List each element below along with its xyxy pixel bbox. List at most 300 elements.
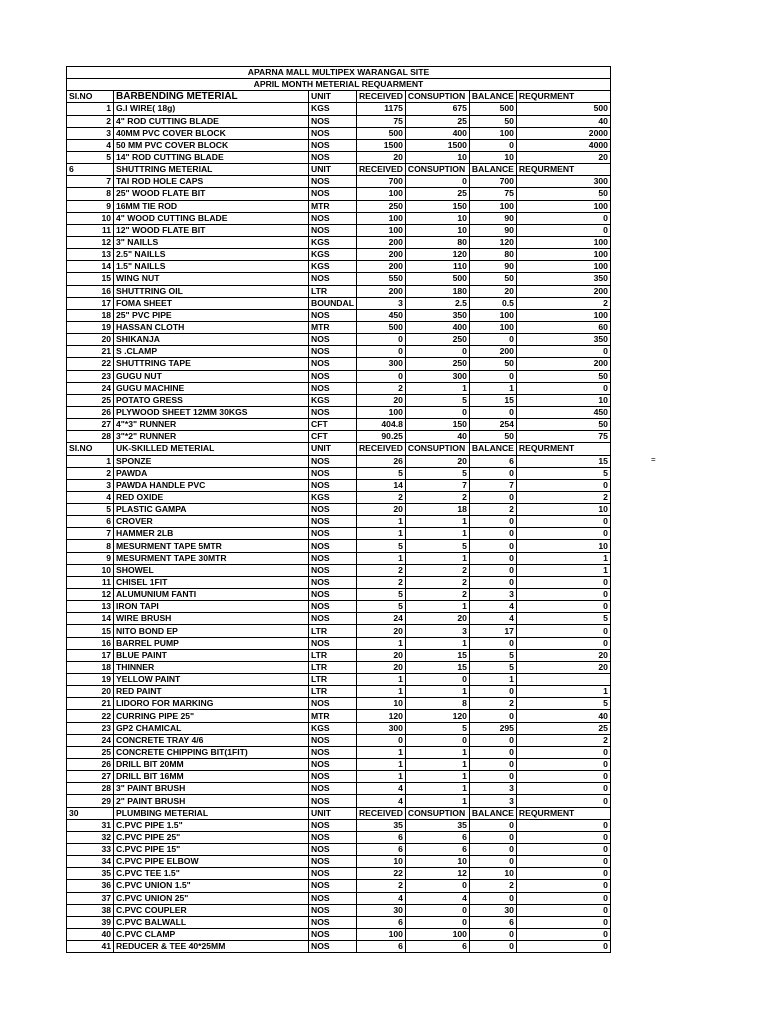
item-unit: LTR [309,649,357,661]
item-consumption: 5 [405,394,469,406]
item-received: 20 [356,649,405,661]
item-received: 20 [356,151,405,163]
section-name: PLUMBING METERIAL [114,807,309,819]
table-row [67,382,611,394]
item-number: 20 [67,686,114,698]
item-balance: 1 [469,674,516,686]
item-name: THINNER [114,661,309,673]
item-received: 100 [356,188,405,200]
item-requirement: 0 [516,528,610,540]
item-name: 4" ROD CUTTING BLADE [114,115,309,127]
item-number: 17 [67,297,114,309]
item-received: 1 [356,674,405,686]
item-name: C.PVC COUPLER [114,904,309,916]
item-received: 5 [356,601,405,613]
item-received: 5 [356,540,405,552]
item-number: 25 [67,394,114,406]
table-row [67,916,611,928]
item-balance: 7 [469,479,516,491]
column-header: UNIT [309,807,357,819]
item-name: S .CLAMP [114,346,309,358]
item-unit: NOS [309,382,357,394]
item-balance: 50 [469,115,516,127]
item-unit: NOS [309,904,357,916]
item-number: 33 [67,844,114,856]
item-number: 20 [67,334,114,346]
item-consumption: 100 [405,928,469,940]
item-received: 404.8 [356,419,405,431]
item-received: 0 [356,334,405,346]
item-name: ALUMUNIUM FANTI [114,589,309,601]
item-name: C.PVC UNION 25" [114,892,309,904]
item-name: 3"*2" RUNNER [114,431,309,443]
item-balance: 0 [469,928,516,940]
item-received: 26 [356,455,405,467]
column-header: CONSUPTION [405,443,469,455]
item-consumption: 20 [405,613,469,625]
item-requirement: 50 [516,419,610,431]
table-row [67,212,611,224]
item-number: 31 [67,819,114,831]
item-unit: KGS [309,394,357,406]
item-balance: 0 [469,564,516,576]
item-balance: 2 [469,880,516,892]
item-consumption: 6 [405,844,469,856]
item-requirement: 0 [516,783,610,795]
item-unit: NOS [309,358,357,370]
table-row [67,698,611,710]
table-row [67,127,611,139]
item-received: 200 [356,236,405,248]
table-row [67,103,611,115]
item-unit: NOS [309,115,357,127]
item-requirement: 0 [516,637,610,649]
item-name: C.PVC BALWALL [114,916,309,928]
item-name: 3" NAILLS [114,236,309,248]
column-header: RECEIVED [356,91,405,103]
item-consumption: 0 [405,904,469,916]
item-requirement: 25 [516,722,610,734]
item-consumption: 0 [405,734,469,746]
table-row [67,540,611,552]
item-received: 20 [356,625,405,637]
item-unit: MTR [309,321,357,333]
column-header: BALANCE [469,91,516,103]
item-consumption: 150 [405,419,469,431]
column-header: REQURMENT [516,91,610,103]
item-requirement: 2 [516,297,610,309]
table-row [67,516,611,528]
item-balance: 0 [469,528,516,540]
item-balance: 6 [469,455,516,467]
item-unit: NOS [309,479,357,491]
column-header: CONSUPTION [405,91,469,103]
item-requirement: 100 [516,261,610,273]
item-unit: NOS [309,698,357,710]
item-number: 34 [67,856,114,868]
item-received: 550 [356,273,405,285]
table-row [67,649,611,661]
section-header-row [67,91,611,103]
item-balance: 0 [469,540,516,552]
item-received: 10 [356,698,405,710]
item-requirement: 0 [516,746,610,758]
item-requirement: 0 [516,844,610,856]
item-unit: NOS [309,868,357,880]
table-row [67,746,611,758]
item-number: 27 [67,771,114,783]
item-unit: NOS [309,928,357,940]
item-consumption: 0 [405,346,469,358]
item-balance: 0 [469,467,516,479]
item-consumption: 15 [405,649,469,661]
item-consumption: 120 [405,249,469,261]
item-consumption: 25 [405,188,469,200]
table-row [67,176,611,188]
item-name: CHISEL 1FIT [114,576,309,588]
item-requirement: 0 [516,795,610,807]
item-requirement: 4000 [516,139,610,151]
section-header-row [67,807,611,819]
column-header: BALANCE [469,164,516,176]
table-row [67,419,611,431]
item-name: PLASTIC GAMPA [114,504,309,516]
item-name: REDUCER & TEE 40*25MM [114,941,309,953]
item-name: CONCRETE CHIPPING BIT(1FIT) [114,746,309,758]
item-requirement: 0 [516,868,610,880]
item-unit: LTR [309,674,357,686]
item-balance: 10 [469,868,516,880]
item-received: 1 [356,771,405,783]
item-number: 12 [67,236,114,248]
item-name: GP2 CHAMICAL [114,722,309,734]
table-row [67,455,611,467]
table-row [67,880,611,892]
table-row [67,795,611,807]
item-number: 19 [67,321,114,333]
item-balance: 5 [469,661,516,673]
table-row [67,467,611,479]
table-row [67,783,611,795]
item-received: 90.25 [356,431,405,443]
item-number: 5 [67,151,114,163]
item-balance: 10 [469,151,516,163]
item-balance: 90 [469,212,516,224]
column-header: UNIT [309,164,357,176]
item-number: 24 [67,734,114,746]
item-number: 1 [67,455,114,467]
table-row [67,759,611,771]
item-number: 9 [67,552,114,564]
table-row [67,297,611,309]
item-received: 1 [356,686,405,698]
item-balance: 254 [469,419,516,431]
item-received: 6 [356,831,405,843]
item-unit: NOS [309,734,357,746]
item-number: 14 [67,261,114,273]
table-row [67,892,611,904]
item-balance: 0 [469,819,516,831]
table-row [67,661,611,673]
item-unit: NOS [309,334,357,346]
item-received: 700 [356,176,405,188]
item-number: 6 [67,516,114,528]
item-consumption: 0 [405,406,469,418]
item-consumption: 1 [405,783,469,795]
item-name: CROVER [114,516,309,528]
item-received: 6 [356,941,405,953]
item-requirement: 10 [516,540,610,552]
item-number: 11 [67,224,114,236]
item-name: NITO BOND EP [114,625,309,637]
table-row [67,285,611,297]
item-consumption: 4 [405,892,469,904]
section-number: SI.NO [67,91,114,103]
item-name: HASSAN CLOTH [114,321,309,333]
item-received: 1500 [356,139,405,151]
item-requirement: 15 [516,455,610,467]
item-consumption: 18 [405,504,469,516]
column-header: CONSUPTION [405,164,469,176]
item-received: 20 [356,504,405,516]
item-unit: NOS [309,576,357,588]
item-name: C.PVC PIPE 1.5" [114,819,309,831]
item-requirement: 0 [516,928,610,940]
item-requirement: 0 [516,904,610,916]
item-requirement: 40 [516,710,610,722]
item-received: 300 [356,722,405,734]
item-number: 16 [67,637,114,649]
item-name: GUGU NUT [114,370,309,382]
item-unit: BOUNDAL [309,297,357,309]
item-name: 40MM PVC COVER BLOCK [114,127,309,139]
item-received: 1 [356,528,405,540]
item-number: 2 [67,467,114,479]
item-consumption: 350 [405,309,469,321]
item-number: 15 [67,625,114,637]
item-consumption: 0 [405,916,469,928]
item-number: 23 [67,370,114,382]
item-requirement: 75 [516,431,610,443]
item-unit: KGS [309,491,357,503]
item-unit: KGS [309,249,357,261]
item-requirement: 100 [516,200,610,212]
item-received: 2 [356,576,405,588]
item-name: SPONZE [114,455,309,467]
item-received: 20 [356,394,405,406]
item-balance: 3 [469,589,516,601]
item-unit: KGS [309,103,357,115]
item-name: PAWDA HANDLE PVC [114,479,309,491]
item-received: 100 [356,928,405,940]
item-consumption: 10 [405,224,469,236]
item-received: 4 [356,795,405,807]
item-unit: NOS [309,188,357,200]
item-number: 7 [67,528,114,540]
table-row [67,637,611,649]
item-name: SHOWEL [114,564,309,576]
item-unit: NOS [309,273,357,285]
table-row [67,710,611,722]
item-requirement: 5 [516,613,610,625]
item-number: 32 [67,831,114,843]
title-row-site [67,67,611,79]
item-number: 39 [67,916,114,928]
table-row [67,819,611,831]
item-requirement: 2 [516,734,610,746]
item-unit: NOS [309,916,357,928]
site-title: APARNA MALL MULTIPEX WARANGAL SITE [67,67,611,79]
item-name: 1.5" NAILLS [114,261,309,273]
item-consumption: 3 [405,625,469,637]
item-consumption: 250 [405,358,469,370]
item-number: 14 [67,613,114,625]
item-requirement: 0 [516,346,610,358]
item-consumption: 6 [405,941,469,953]
item-consumption: 1 [405,601,469,613]
item-received: 2 [356,880,405,892]
item-consumption: 2 [405,491,469,503]
item-balance: 100 [469,200,516,212]
item-unit: LTR [309,661,357,673]
item-name: 50 MM PVC COVER BLOCK [114,139,309,151]
item-requirement: 0 [516,759,610,771]
item-requirement [516,674,610,686]
item-name: C.PVC CLAMP [114,928,309,940]
item-requirement: 0 [516,601,610,613]
column-header: CONSUPTION [405,807,469,819]
item-received: 1 [356,637,405,649]
item-balance: 0 [469,734,516,746]
table-row [67,188,611,200]
table-row [67,904,611,916]
item-balance: 100 [469,321,516,333]
item-requirement: 0 [516,856,610,868]
item-balance: 0 [469,759,516,771]
item-received: 75 [356,115,405,127]
table-row [67,844,611,856]
item-unit: NOS [309,564,357,576]
item-name: C.PVC PIPE ELBOW [114,856,309,868]
item-number: 21 [67,346,114,358]
section-header-row [67,164,611,176]
item-requirement: 100 [516,249,610,261]
item-consumption: 1 [405,795,469,807]
column-header: BALANCE [469,807,516,819]
item-unit: NOS [309,528,357,540]
item-consumption: 0 [405,880,469,892]
item-received: 3 [356,297,405,309]
item-number: 22 [67,358,114,370]
item-requirement: 300 [516,176,610,188]
section-name: UK-SKILLED METERIAL [114,443,309,455]
item-unit: MTR [309,710,357,722]
item-name: 2.5" NAILLS [114,249,309,261]
item-balance: 90 [469,224,516,236]
item-unit: NOS [309,637,357,649]
item-unit: NOS [309,467,357,479]
table-row [67,504,611,516]
item-name: C.PVC PIPE 25" [114,831,309,843]
table-row [67,394,611,406]
column-header: RECEIVED [356,807,405,819]
table-row [67,406,611,418]
table-row [67,674,611,686]
item-received: 14 [356,479,405,491]
item-unit: NOS [309,601,357,613]
item-balance: 75 [469,188,516,200]
item-received: 30 [356,904,405,916]
item-received: 0 [356,370,405,382]
item-name: RED OXIDE [114,491,309,503]
item-received: 120 [356,710,405,722]
item-name: TAI ROD HOLE CAPS [114,176,309,188]
item-consumption: 180 [405,285,469,297]
table-row [67,334,611,346]
item-unit: NOS [309,819,357,831]
item-received: 22 [356,868,405,880]
item-name: BLUE PAINT [114,649,309,661]
item-received: 1 [356,759,405,771]
section-name: SHUTTRING METERIAL [114,164,309,176]
item-number: 15 [67,273,114,285]
item-balance: 295 [469,722,516,734]
item-number: 36 [67,880,114,892]
item-number: 4 [67,139,114,151]
item-received: 2 [356,491,405,503]
item-name: 25" PVC PIPE [114,309,309,321]
item-balance: 4 [469,601,516,613]
item-consumption: 2 [405,564,469,576]
item-requirement: 350 [516,334,610,346]
item-number: 25 [67,746,114,758]
table-row [67,831,611,843]
table-row [67,686,611,698]
item-requirement: 0 [516,625,610,637]
column-header: REQURMENT [516,164,610,176]
item-name: YELLOW PAINT [114,674,309,686]
item-requirement: 60 [516,321,610,333]
item-consumption: 6 [405,831,469,843]
item-number: 23 [67,722,114,734]
item-number: 8 [67,188,114,200]
item-requirement: 2000 [516,127,610,139]
table-row [67,625,611,637]
item-received: 200 [356,249,405,261]
item-balance: 500 [469,103,516,115]
item-balance: 0 [469,491,516,503]
item-number: 26 [67,759,114,771]
item-balance: 0 [469,686,516,698]
item-balance: 17 [469,625,516,637]
item-received: 200 [356,285,405,297]
table-row [67,139,611,151]
item-balance: 0 [469,941,516,953]
item-unit: NOS [309,176,357,188]
item-balance: 2 [469,698,516,710]
item-unit: NOS [309,127,357,139]
item-received: 1175 [356,103,405,115]
item-consumption: 1 [405,686,469,698]
item-requirement: 20 [516,151,610,163]
item-name: MESURMENT TAPE 5MTR [114,540,309,552]
item-received: 2 [356,382,405,394]
item-number: 1 [67,103,114,115]
item-balance: 0 [469,139,516,151]
table-row [67,249,611,261]
item-balance: 20 [469,285,516,297]
column-header: UNIT [309,443,357,455]
